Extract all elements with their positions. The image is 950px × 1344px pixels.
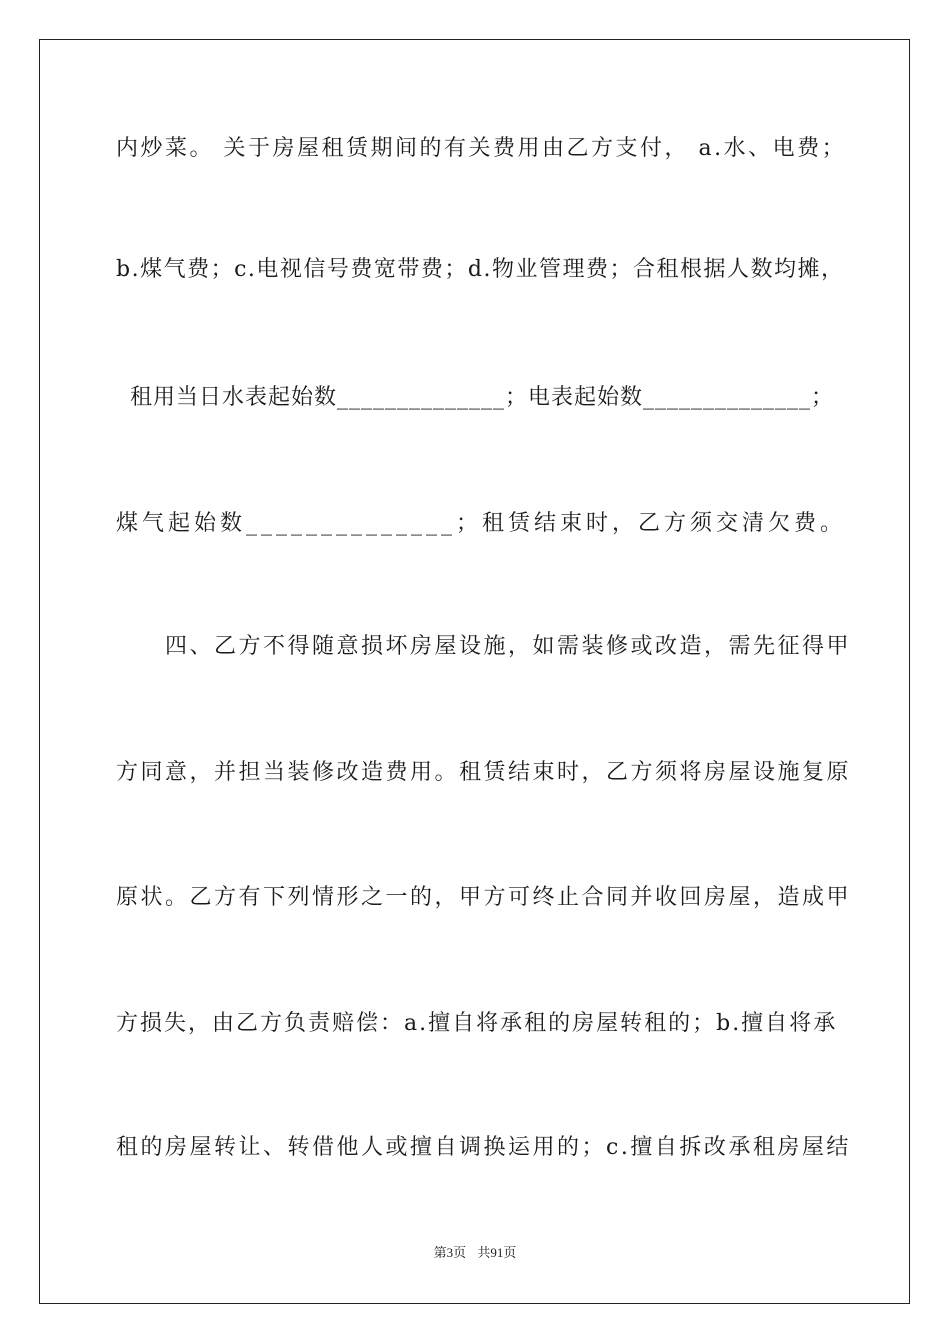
- text-line-3: 租用当日水表起始数______________；电表起始数______________；: [130, 385, 835, 410]
- total-pages: 共91页: [477, 1245, 517, 1260]
- page-number: 第3页: [433, 1245, 467, 1260]
- text-line-4: 煤气起始数______________；租赁结束时，乙方须交清欠费。: [116, 511, 847, 536]
- text-line-1: 内炒菜。 关于房屋租赁期间的有关费用由乙方支付， a.水、电费；: [116, 136, 847, 161]
- page-footer: [0, 1244, 950, 1262]
- text-line-2: b.煤气费；c.电视信号费宽带费；d.物业管理费；合租根据人数均摊，: [116, 257, 845, 282]
- paragraph-four-line-1: 四、乙方不得随意损坏房屋设施，如需装修或改造，需先征得甲: [165, 634, 852, 659]
- paragraph-four-line-2: 方同意，并担当装修改造费用。租赁结束时，乙方须将房屋设施复原: [116, 760, 852, 785]
- paragraph-four-line-3: 原状。乙方有下列情形之一的，甲方可终止合同并收回房屋，造成甲: [116, 885, 852, 910]
- paragraph-four-line-5: 租的房屋转让、转借他人或擅自调换运用的；c.擅自拆改承租房屋结: [116, 1135, 851, 1160]
- page-border: [39, 39, 910, 1304]
- paragraph-four-line-4: 方损失，由乙方负责赔偿：a.擅自将承租的房屋转租的；b.擅自将承: [116, 1011, 838, 1036]
